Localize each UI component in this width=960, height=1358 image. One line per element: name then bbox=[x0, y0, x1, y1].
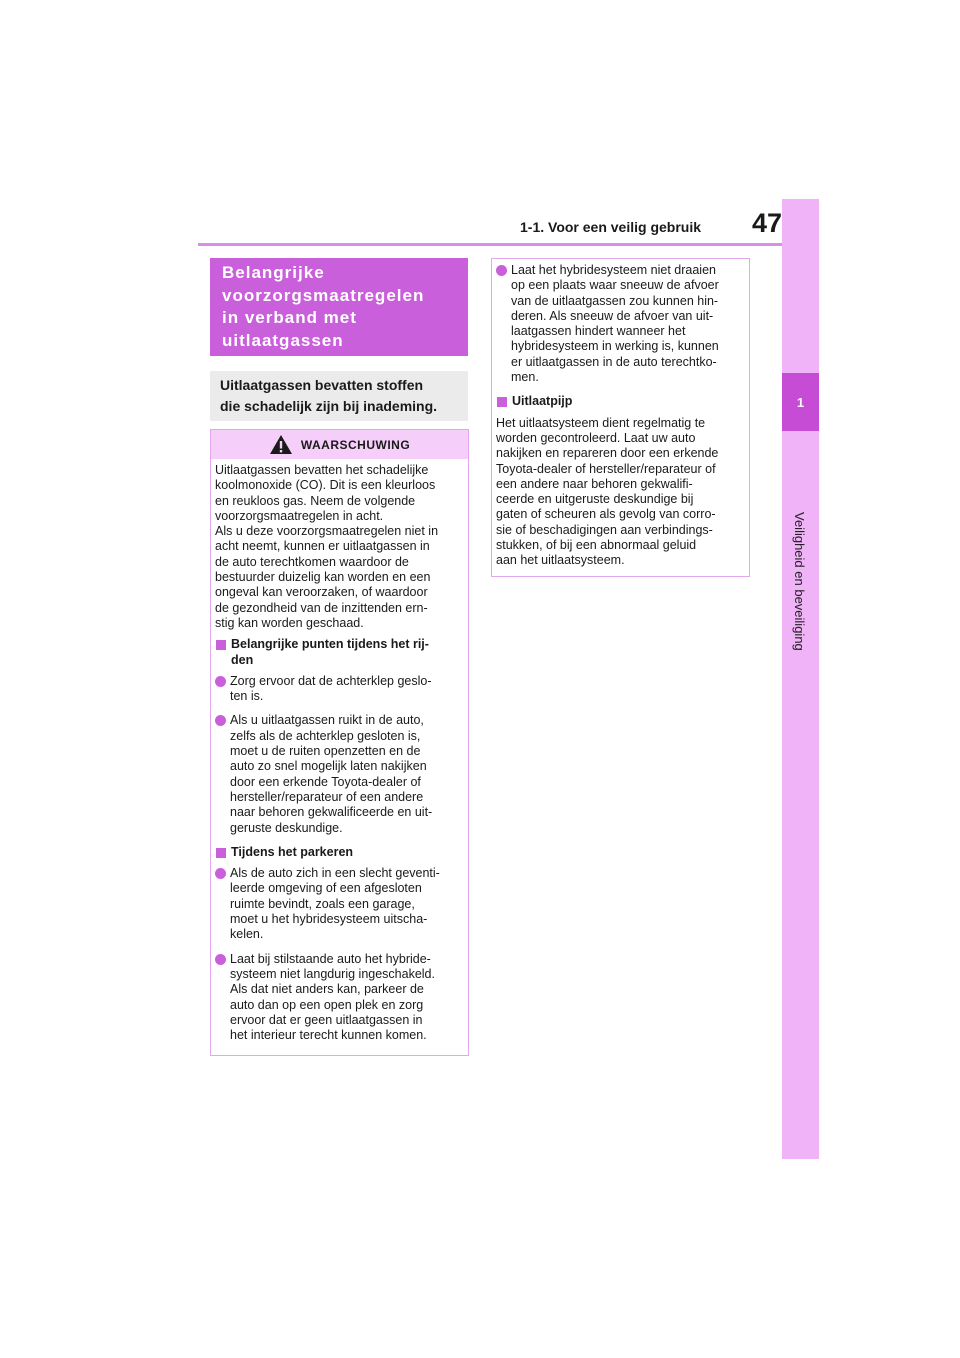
subheading-exhaust-pipe bbox=[496, 394, 745, 409]
text-line: kelen. bbox=[230, 927, 264, 942]
text-line: men. bbox=[511, 370, 539, 385]
text-line: moet u de ruiten openzetten en de bbox=[230, 744, 421, 759]
text-line: Als de auto zich in een slecht geventi- bbox=[230, 866, 440, 881]
list-item-text bbox=[230, 713, 464, 835]
text-line: ten is. bbox=[230, 689, 264, 704]
text-line: zelfs als de achterklep gesloten is, bbox=[230, 728, 421, 743]
text-line: en reukloos gas. Neem de volgende bbox=[215, 493, 416, 508]
warning-header bbox=[211, 430, 468, 459]
text-line: de auto terechtkomen waardoor de bbox=[215, 554, 409, 569]
text-line: voorzorgsmaatregelen in acht. bbox=[215, 508, 384, 523]
text-line: leerde omgeving of een afgesloten bbox=[230, 881, 422, 896]
header-rule bbox=[198, 243, 782, 246]
list-item-text bbox=[230, 952, 464, 1044]
subtitle bbox=[220, 375, 458, 417]
subheading-text: Uitlaatpijp bbox=[512, 394, 573, 409]
list-item bbox=[215, 713, 464, 835]
page-title bbox=[222, 262, 456, 352]
text-line: nakijken en repareren door een erkende bbox=[496, 446, 719, 461]
text-line: aan het uitlaatsysteem. bbox=[496, 553, 625, 568]
text-line: door een erkende Toyota-dealer of bbox=[230, 774, 421, 789]
circle-bullet-icon bbox=[496, 265, 507, 276]
text-line: de gezondheid van de inzittenden ern- bbox=[215, 600, 428, 615]
subtitle-box bbox=[210, 371, 468, 421]
text-line: het interieur terecht kunnen komen. bbox=[230, 1028, 427, 1043]
title-line: in verband met bbox=[222, 308, 357, 327]
square-bullet-icon bbox=[216, 640, 226, 650]
subheading-text: Tijdens het parkeren bbox=[231, 844, 354, 859]
subtitle-line: die schadelijk zijn bij inademing. bbox=[220, 398, 438, 414]
text-line: systeem niet langdurig ingeschakeld. bbox=[230, 966, 435, 981]
side-tab-label: Veiligheid en beveiliging bbox=[792, 512, 807, 651]
text-line: Toyota-dealer of hersteller/reparateur of bbox=[496, 461, 716, 476]
text-line: ceerde en uitgeruste deskundige bij bbox=[496, 492, 694, 507]
side-tab bbox=[782, 199, 819, 1159]
warning-panel bbox=[210, 429, 469, 1056]
title-line: Belangrijke bbox=[222, 263, 325, 282]
warning-intro bbox=[215, 463, 464, 631]
text-line: acht neemt, kunnen er uitlaatgassen in bbox=[215, 539, 430, 554]
warning-body bbox=[211, 459, 468, 1056]
text-line: ervoor dat er geen uitlaatgassen in bbox=[230, 1012, 423, 1027]
text-line: geruste deskundige. bbox=[230, 820, 343, 835]
circle-bullet-icon bbox=[215, 954, 226, 965]
text-line: ruimte bevindt, zoals een garage, bbox=[230, 896, 415, 911]
subheading-parking bbox=[215, 845, 464, 860]
text-line: stukken, of bij een abnormaal geluid bbox=[496, 538, 697, 553]
text-line: bestuurder duizelig kan worden en een bbox=[215, 570, 431, 585]
text-line: een andere naar behoren gekwalifi- bbox=[496, 476, 693, 491]
side-tab-chapter-number[interactable]: 1 bbox=[782, 373, 819, 431]
list-item bbox=[215, 952, 464, 1044]
continued-warning-panel bbox=[491, 258, 750, 577]
text-line: Zorg ervoor dat de achterklep geslo- bbox=[230, 673, 432, 688]
exhaust-pipe-text bbox=[496, 416, 745, 569]
warning-triangle-icon bbox=[269, 434, 293, 455]
text-line: deren. Als sneeuw de afvoer van uit- bbox=[511, 308, 714, 323]
list-item-text bbox=[511, 263, 745, 385]
square-bullet-icon bbox=[497, 397, 507, 407]
circle-bullet-icon bbox=[215, 715, 226, 726]
text-line: koolmonoxide (CO). Dit is een kleurloos bbox=[215, 478, 436, 493]
text-line: Laat het hybridesysteem niet draaien bbox=[511, 263, 716, 277]
title-line: uitlaatgassen bbox=[222, 330, 344, 350]
section-title: 1-1. Voor een veilig gebruik bbox=[520, 219, 702, 235]
subheading-text bbox=[231, 637, 464, 668]
text-line: Belangrijke punten tijdens het rij- bbox=[231, 637, 429, 652]
text-line: auto dan op een open plek en zorg bbox=[230, 997, 424, 1012]
text-line: van de uitlaatgassen zou kunnen hin- bbox=[511, 293, 719, 308]
text-line: ongeval kan veroorzaken, of waardoor bbox=[215, 585, 428, 600]
text-line: moet u het hybridesysteem uitscha- bbox=[230, 912, 428, 927]
text-line: er uitlaatgassen in de auto terechtko- bbox=[511, 354, 717, 369]
text-line: den bbox=[231, 652, 254, 667]
text-line: stig kan worden geschaad. bbox=[215, 615, 364, 630]
text-line: worden gecontroleerd. Laat uw auto bbox=[496, 430, 696, 445]
text-line: gaten of scheuren als gevolg van corro- bbox=[496, 507, 716, 522]
text-line: Uitlaatgassen bevatten het schadelijke bbox=[215, 463, 429, 477]
list-item bbox=[215, 866, 464, 942]
subheading-driving bbox=[215, 637, 464, 668]
text-line: Als u deze voorzorgsmaatregelen niet in bbox=[215, 524, 439, 539]
list-item-text bbox=[230, 674, 464, 705]
list-item-text bbox=[230, 866, 464, 942]
warning-label: WAARSCHUWING bbox=[300, 437, 411, 452]
title-line: voorzorgsmaatregelen bbox=[222, 285, 425, 305]
circle-bullet-icon bbox=[215, 676, 226, 687]
text-line: hersteller/reparateur of een andere bbox=[230, 789, 424, 804]
page-number: 47 bbox=[751, 208, 782, 238]
text-line: hybridesysteem in werking is, kunnen bbox=[511, 339, 719, 354]
circle-bullet-icon bbox=[215, 868, 226, 879]
list-item bbox=[215, 674, 464, 705]
text-line: Laat bij stilstaande auto het hybride- bbox=[230, 951, 431, 966]
text-line: Als u uitlaatgassen ruikt in de auto, bbox=[230, 713, 424, 728]
text-line: sie of beschadigingen aan verbindings- bbox=[496, 522, 713, 537]
text-line: Als dat niet anders kan, parkeer de bbox=[230, 982, 424, 997]
subtitle-line: Uitlaatgassen bevatten stoffen bbox=[220, 377, 424, 393]
continued-warning-body bbox=[492, 259, 749, 579]
text-line: auto zo snel mogelijk laten nakijken bbox=[230, 759, 427, 774]
title-box bbox=[210, 258, 468, 356]
text-line: op een plaats waar sneeuw de afvoer bbox=[511, 278, 719, 293]
list-item bbox=[496, 263, 745, 385]
text-line: naar behoren gekwalificeerde en uit- bbox=[230, 805, 433, 820]
text-line: Het uitlaatsysteem dient regelmatig te bbox=[496, 415, 706, 430]
text-line: laatgassen hindert wanneer het bbox=[511, 324, 686, 339]
square-bullet-icon bbox=[216, 848, 226, 858]
